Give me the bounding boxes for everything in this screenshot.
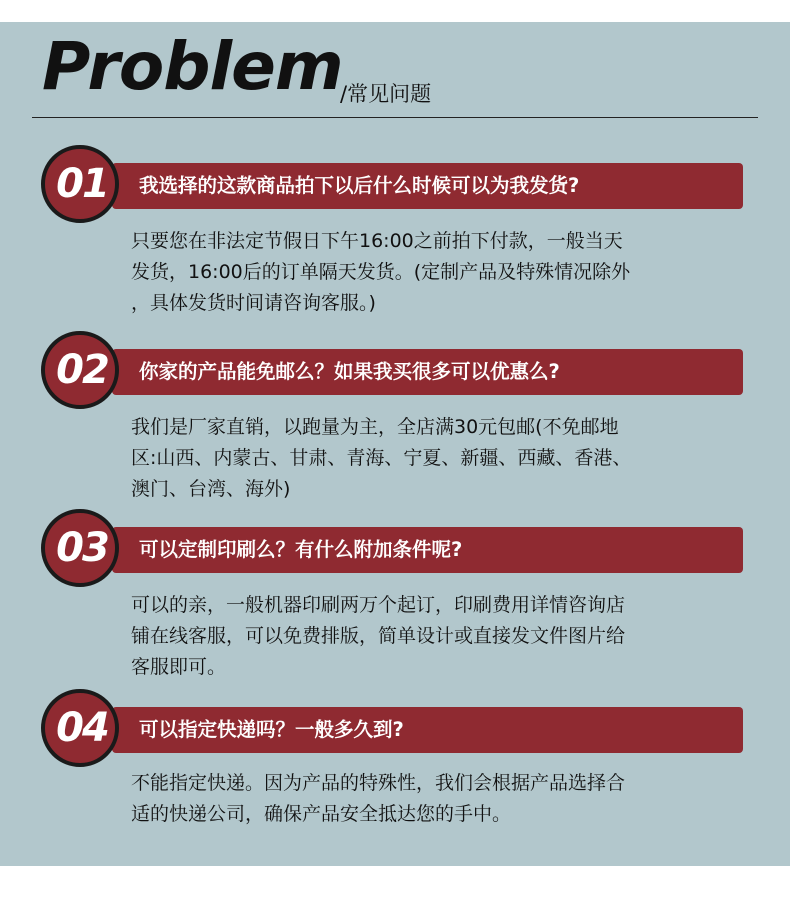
faq-answer-3: 可以的亲，一般机器印刷两万个起订，印刷费用详情咨询店 铺在线客服，可以免费排版，简单设计或直接发文件图片给 客服即可。 — [131, 594, 626, 678]
page-subtitle: /常见问题 — [340, 82, 432, 106]
title-divider — [32, 117, 758, 118]
faq-question-bar-1 — [112, 163, 743, 209]
faq-number-1: 01 — [56, 161, 108, 207]
faq-question-bar-4 — [112, 707, 743, 753]
page-title: Problem — [42, 28, 343, 105]
faq-question-4: 可以指定快递吗？一般多久到? — [139, 718, 404, 741]
faq-question-bar-3 — [112, 527, 743, 573]
faq-number-badge-2 — [41, 331, 119, 409]
faq-question-1: 我选择的这款商品拍下以后什么时候可以为我发货? — [139, 174, 580, 197]
faq-answer-1: 只要您在非法定节假日下午16:00之前拍下付款，一般当天 发货，16:00后的订单隔天发货。(定制产品及特殊情况除外 ，具体发货时间请咨询客服。) — [131, 230, 631, 314]
faq-number-badge-3 — [41, 509, 119, 587]
faq-question-3: 可以定制印刷么？有什么附加条件呢? — [139, 538, 463, 561]
faq-number-badge-1 — [41, 145, 119, 223]
faq-answer-2: 我们是厂家直销，以跑量为主，全店满30元包邮(不免邮地 区:山西、内蒙古、甘肃、青海、宁夏、新疆、西藏、香港、 澳门、台湾、海外) — [131, 416, 632, 500]
faq-number-3: 03 — [56, 525, 108, 571]
faq-question-2: 你家的产品能免邮么？如果我买很多可以优惠么? — [139, 360, 560, 383]
faq-number-badge-4 — [41, 689, 119, 767]
faq-answer-4: 不能指定快递。因为产品的特殊性，我们会根据产品选择合 适的快递公司，确保产品安全抵达您的手中。 — [131, 772, 626, 825]
faq-number-4: 04 — [56, 705, 108, 751]
faq-question-bar-2 — [112, 349, 743, 395]
faq-number-2: 02 — [56, 347, 108, 393]
